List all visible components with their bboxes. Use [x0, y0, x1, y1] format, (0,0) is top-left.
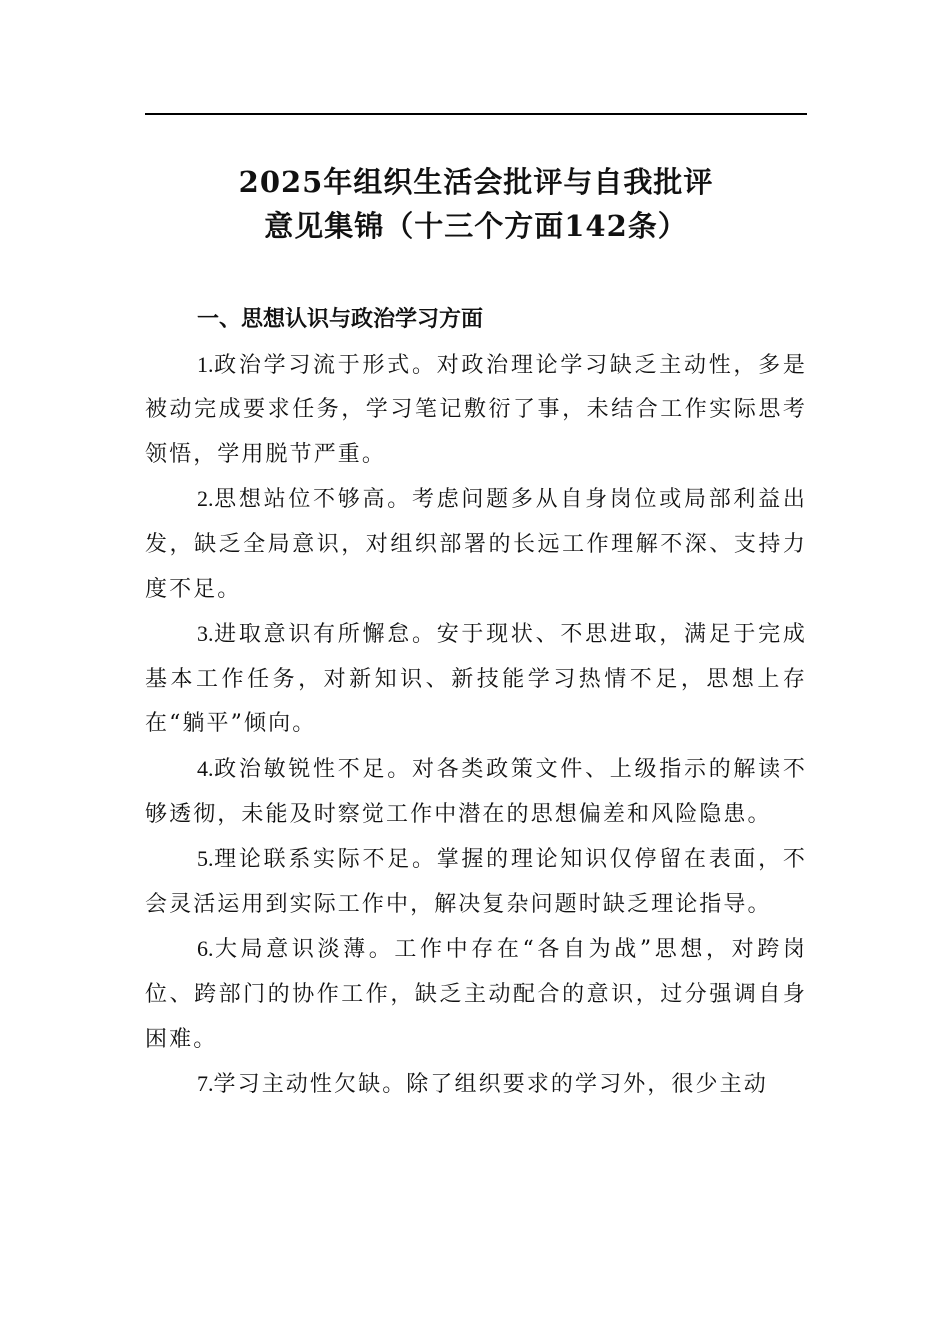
list-item	[145, 1062, 807, 1108]
item-text: 政治学习流于形式。对政治理论学习缺乏主动性，多是被动完成要求任务，学习笔记敷衍了事，未结合工作实际思考领悟，学用脱节严重。	[145, 352, 807, 467]
list-item	[145, 343, 807, 478]
item-number: 5.	[197, 846, 214, 872]
item-number: 1.	[197, 351, 214, 377]
item-text: 理论联系实际不足。掌握的理论知识仅停留在表面，不会灵活运用到实际工作中，解决复杂问题时缺乏理论指导。	[145, 847, 807, 917]
item-text: 学习主动性欠缺。除了组织要求的学习外，很少主动	[213, 1072, 768, 1098]
section-heading: 一、思想认识与政治学习方面	[197, 307, 484, 332]
list-item	[145, 837, 807, 927]
item-text: 大局意识淡薄。工作中存在“各自为战”思想，对跨岗位、跨部门的协作工作，缺乏主动配合的意识，过分强调自身困难。	[145, 937, 807, 1052]
item-number: 3.	[197, 621, 214, 647]
list-item	[145, 477, 807, 612]
list-item	[145, 747, 807, 837]
item-text: 政治敏锐性不足。对各类政策文件、上级指示的解读不够透彻，未能及时察觉工作中潜在的思想偏差和风险隐患。	[145, 756, 807, 827]
document-title	[145, 160, 807, 248]
item-number: 7.	[197, 1071, 214, 1097]
title-line-1: 2025年组织生活会批评与自我批评	[238, 165, 714, 199]
list-item	[145, 612, 807, 747]
header-rule	[145, 113, 807, 115]
item-number: 6.	[197, 936, 214, 962]
item-text: 进取意识有所懈怠。安于现状、不思进取，满足于完成基本工作任务，对新知识、新技能学习热情不足，思想上存在“躺平”倾向。	[145, 622, 807, 737]
document-body	[145, 298, 807, 1108]
item-text: 思想站位不够高。考虑问题多从自身岗位或局部利益出发，缺乏全局意识，对组织部署的长远工作理解不深、支持力度不足。	[145, 487, 807, 602]
title-line-2: 意见集锦（十三个方面142条）	[264, 209, 688, 243]
item-number: 2.	[197, 486, 214, 512]
list-item	[145, 927, 807, 1062]
item-number: 4.	[197, 755, 214, 781]
